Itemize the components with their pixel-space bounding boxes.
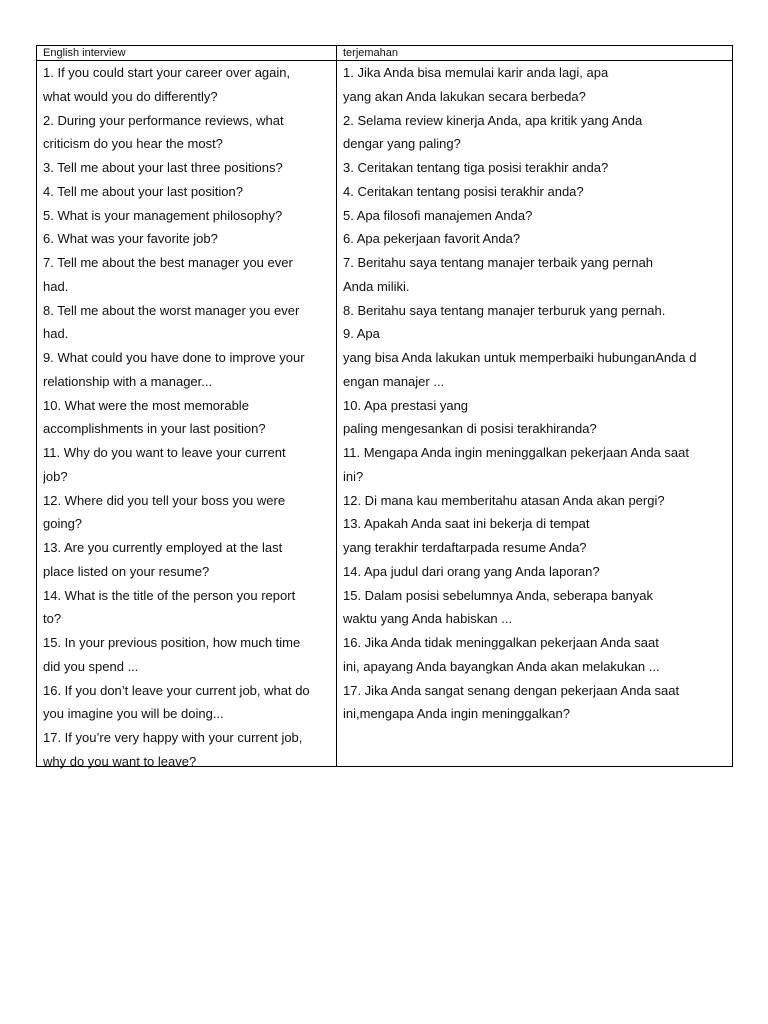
english-line: 15. In your previous position, how much time [43,635,301,650]
translation-line: 9. Apa [343,326,380,342]
english-line: did you spend ... [43,658,139,674]
translation-line: 14. Apa judul dari orang yang Anda laporan? [343,563,600,579]
english-column [43,61,333,774]
translation-line: 12. Di mana kau memberitahu atasan Anda akan pergi? [343,492,665,508]
translation-line: 4. Ceritakan tentang posisi terakhir anda? [343,183,584,199]
translation-line: yang akan Anda lakukan secara berbeda? [343,88,586,104]
translation-line: ini, apayang Anda bayangkan Anda akan melakukan ... [343,658,660,674]
translation-line: waktu yang Anda habiskan ... [343,611,513,627]
english-line: accomplishments in your last position? [43,421,266,437]
english-line: 12. Where did you tell your boss you were [43,492,286,508]
english-line: 6. What was your favorite job? [43,231,218,247]
translation-line: 16. Jika Anda tidak meninggalkan pekerjaan Anda saat [343,635,659,650]
translation-line: 8. Beritahu saya tentang manajer terburuk yang pernah. [343,302,666,318]
translation-line: 17. Jika Anda sangat senang dengan pekerjaan Anda saat [343,682,680,698]
english-line: 13. Are you currently employed at the last [43,540,283,555]
translation-line: Anda miliki. [343,278,410,294]
translation-line: 7. Beritahu saya tentang manajer terbaik yang pernah [343,255,654,270]
translation-line: 11. Mengapa Anda ingin meninggalkan pekerjaan Anda saat [343,445,689,460]
english-line: 16. If you don’t leave your current job, what do [43,682,310,698]
english-line: relationship with a manager... [43,373,213,389]
english-line: had. [43,278,69,294]
interview-table [36,45,733,767]
english-line: what would you do differently? [43,88,218,104]
translation-column [343,61,731,726]
translation-line: dengar yang paling? [343,136,461,152]
english-line: 10. What were the most memorable [43,397,249,413]
english-line: 9. What could you have done to improve your [43,350,305,365]
translation-line: 15. Dalam posisi sebelumnya Anda, seberapa banyak [343,587,654,603]
english-line: job? [43,468,68,484]
header-english: English interview [43,47,126,59]
english-line: 7. Tell me about the best manager you ever [43,255,293,270]
table-header-row [37,46,732,61]
english-line: place listed on your resume? [43,563,210,579]
english-line: 17. If you’re very happy with your current job, [43,730,303,745]
header-translation: terjemahan [343,47,399,59]
english-line: 8. Tell me about the worst manager you ever [43,302,300,318]
translation-line: 1. Jika Anda bisa memulai karir anda lagi, apa [343,65,609,80]
translation-line: 10. Apa prestasi yang [343,397,469,413]
english-line: you imagine you will be doing... [43,706,224,722]
translation-line: ini? [343,468,364,484]
english-line: 1. If you could start your career over again, [43,65,291,80]
translation-line: paling mengesankan di posisi terakhiranda? [343,421,597,437]
english-line: 3. Tell me about your last three positions? [43,160,283,175]
translation-line: yang bisa Anda lakukan untuk memperbaiki hubunganAnda d [343,350,697,365]
english-line: had. [43,326,69,342]
english-line: 14. What is the title of the person you report [43,587,296,603]
translation-line: 13. Apakah Anda saat ini bekerja di tempat [343,516,590,532]
english-line: to? [43,611,62,627]
translation-line: yang terakhir terdaftarpada resume Anda? [343,540,587,555]
translation-line: 2. Selama review kinerja Anda, apa kritik yang Anda [343,112,643,128]
english-line: 11. Why do you want to leave your current [43,445,286,460]
translation-line: engan manajer ... [343,373,445,389]
english-line: 4. Tell me about your last position? [43,183,243,199]
english-line: why do you want to leave? [43,753,197,769]
translation-line: 6. Apa pekerjaan favorit Anda? [343,231,521,247]
english-line: criticism do you hear the most? [43,136,223,152]
english-line: going? [43,516,83,532]
translation-line: 3. Ceritakan tentang tiga posisi terakhir anda? [343,160,609,175]
translation-line: 5. Apa filosofi manajemen Anda? [343,207,533,223]
english-line: 5. What is your management philosophy? [43,207,283,223]
column-divider [336,46,337,766]
translation-line: ini,mengapa Anda ingin meninggalkan? [343,706,570,722]
english-line: 2. During your performance reviews, what [43,112,284,128]
